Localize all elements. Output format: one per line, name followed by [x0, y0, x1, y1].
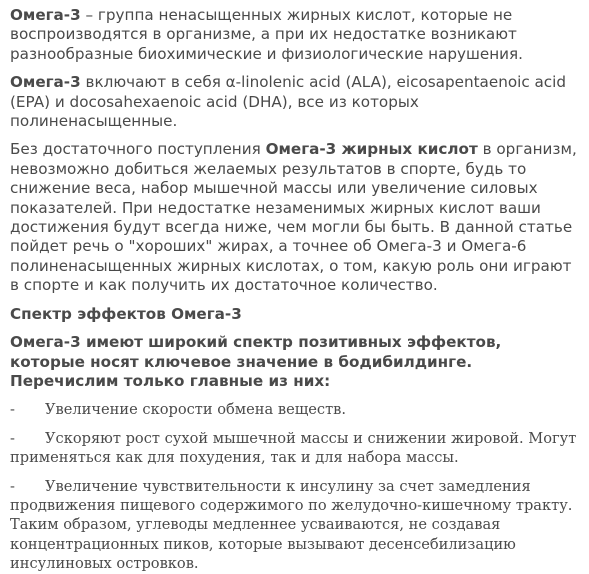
paragraph-acids [10, 73, 579, 131]
definition-text: – группа ненасыщенных жирных кислот, которые не воспроизводятся в организме, а при их недостатке возникают разнообразные биохимические и физиологические нарушения. [10, 6, 524, 63]
list-dash: - [10, 477, 15, 495]
list-dash: - [10, 429, 15, 447]
term-omega3: Омега-3 [10, 6, 81, 24]
section-heading: Спектр эффектов Омега-3 [10, 304, 242, 323]
acids-text: включают в себя α-linolenic acid (ALA), eicosapentaenoic acid (EPA) и docosahexaenoic acid (DHA), все из которых полиненасыщенные. [10, 73, 567, 131]
list-item-text: Увеличение чувствительности к инсулину за счет замедления продвижения пищевого содержимого по желудочно-кишечному тракту. Таким образом, углеводы медленнее усваиваются, не создавая концентрационных пиков, которые вызывают десенсебилизацию инсулиновых островков. [10, 477, 573, 573]
paragraph-importance [10, 140, 579, 295]
term-omega3-acids: Омега-3 жирных кислот [265, 140, 478, 159]
term-omega3: Омега-3 [10, 73, 81, 92]
paragraph-definition [10, 6, 579, 64]
list-item [10, 429, 579, 468]
list-item-text: Ускоряют рост сухой мышечной массы и снижении жировой. Могут применяться как для похудения, так и для набора массы. [10, 429, 577, 467]
importance-text-end: в организм, невозможно добиться желаемых результатов в спорте, будь то снижение веса, набор мышечной массы или увеличение силовых показателей. При недостатке незаменимых жирных кислот ваши достижения будут всегда ниже, чем могли бы быть. В данной статье пойдет речь о "хороших" жирах, а точнее об Омега-3 и Омега-6 полиненасыщенных жирных кислотах, о том, какую роль они играют в спорте и как получить их достаточное количество. [10, 140, 577, 295]
list-item [10, 400, 579, 419]
effects-intro: Омега-3 имеют широкий спектр позитивных эффектов, которые носят ключевое значение в бодибилдинге. Перечислим только главные из них: [10, 333, 502, 390]
importance-text-start: Без достаточного поступления [10, 140, 266, 159]
list-item-text: Увеличение скорости обмена веществ. [45, 401, 347, 419]
list-dash: - [10, 401, 15, 419]
list-item [10, 477, 579, 574]
